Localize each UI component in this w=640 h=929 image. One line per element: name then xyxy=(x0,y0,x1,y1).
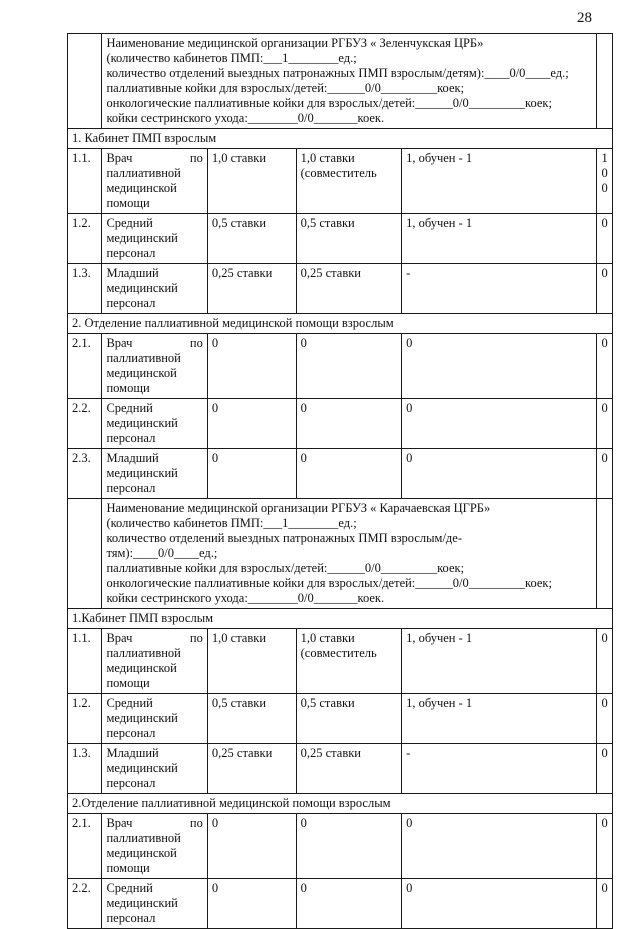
table-row xyxy=(68,694,613,744)
staff-count-cell: 0 xyxy=(402,814,597,879)
table-row xyxy=(68,334,613,399)
staffed-rate-cell: 0 xyxy=(296,879,401,929)
table-row xyxy=(68,744,613,794)
table-row xyxy=(68,449,613,499)
last-column-value: 0 xyxy=(601,631,608,645)
table-row xyxy=(68,814,613,879)
staff-count-cell: 1, обучен - 1 xyxy=(402,694,597,744)
table-row xyxy=(68,149,613,214)
org-line: онкологические паллиативные койки для взрослых/детей:______0/0_________коек; xyxy=(106,96,552,110)
org-line: тям):____0/0____ед.; xyxy=(106,546,218,560)
last-column-cell xyxy=(597,814,613,879)
staffed-rate-cell: 0,25 ставки xyxy=(296,264,401,314)
rate-cell: 0,25 ставки xyxy=(207,264,296,314)
staff-count-cell: 0 xyxy=(402,879,597,929)
position-name-cell: Младший медицинский персонал xyxy=(102,449,207,499)
last-column-value: 0 xyxy=(601,816,608,830)
last-column-cell xyxy=(597,744,613,794)
last-column-cell xyxy=(597,264,613,314)
position-name-cell: Врач по паллиативной медицинской помощи xyxy=(102,814,207,879)
table-row xyxy=(68,629,613,694)
rate-cell: 0 xyxy=(207,399,296,449)
org-line: (количество кабинетов ПМП:___1________ед.; xyxy=(106,516,357,530)
last-column-cell xyxy=(597,879,613,929)
table-row xyxy=(68,214,613,264)
section-row xyxy=(68,794,613,814)
staffed-rate-cell: 0 xyxy=(296,399,401,449)
last-column-cell xyxy=(597,399,613,449)
last-column-value: 0 xyxy=(601,166,608,180)
row-number-cell: 1.3. xyxy=(68,264,102,314)
staffing-table xyxy=(67,33,613,929)
staffed-rate-cell: 0 xyxy=(296,449,401,499)
row-number-cell: 2.2. xyxy=(68,399,102,449)
section-row xyxy=(68,314,613,334)
last-column-value: 0 xyxy=(601,881,608,895)
table-row xyxy=(68,399,613,449)
last-column-value: 0 xyxy=(601,696,608,710)
staff-count-cell: 1, обучен - 1 xyxy=(402,214,597,264)
staffed-rate-cell: 1,0 ставки (совместитель xyxy=(296,629,401,694)
org-line: паллиативные койки для взрослых/детей:______0/0_________коек; xyxy=(106,561,465,575)
row-number-cell: 2.3. xyxy=(68,449,102,499)
position-name-cell: Младший медицинский персонал xyxy=(102,264,207,314)
staffed-rate-cell: 1,0 ставки (совместитель xyxy=(296,149,401,214)
last-column-value: 1 xyxy=(601,151,608,165)
org-line: количество отделений выездных патронажных ПМП взрослым/де- xyxy=(106,531,463,545)
section-title: 1.Кабинет ПМП взрослым xyxy=(68,609,613,629)
org-line: паллиативные койки для взрослых/детей:______0/0_________коек; xyxy=(106,81,465,95)
rate-cell: 0,5 ставки xyxy=(207,694,296,744)
rate-cell: 0 xyxy=(207,879,296,929)
last-column-cell xyxy=(597,214,613,264)
staff-count-cell: 0 xyxy=(402,449,597,499)
last-column-value: 0 xyxy=(601,181,608,195)
table-row xyxy=(68,264,613,314)
position-name-cell: Средний медицинский персонал xyxy=(102,214,207,264)
row-number-cell: 1.3. xyxy=(68,744,102,794)
row-number-cell: 2.1. xyxy=(68,814,102,879)
row-number-cell: 1.2. xyxy=(68,214,102,264)
org-line: (количество кабинетов ПМП:___1________ед.; xyxy=(106,51,357,65)
position-name-cell: Средний медицинский персонал xyxy=(102,399,207,449)
rate-cell: 0 xyxy=(207,449,296,499)
last-column-cell xyxy=(597,149,613,214)
staffing-table-body xyxy=(68,34,613,929)
position-name-cell: Средний медицинский персонал xyxy=(102,694,207,744)
rate-cell: 0 xyxy=(207,814,296,879)
org-description xyxy=(102,499,597,609)
row-number-cell: 1.1. xyxy=(68,629,102,694)
rate-cell: 0 xyxy=(207,334,296,399)
rate-cell: 0,25 ставки xyxy=(207,744,296,794)
row-number-cell: 1.2. xyxy=(68,694,102,744)
org-line: количество отделений выездных патронажных ПМП взрослым/детям):____0/0____ед.; xyxy=(106,66,569,80)
org-line: койки сестринского ухода:________0/0_______коек. xyxy=(106,111,385,125)
last-column-value: 0 xyxy=(601,746,608,760)
staff-count-cell: 1, обучен - 1 xyxy=(402,629,597,694)
org-line: Наименование медицинской организации РГБУЗ « Карачаевская ЦГРБ» xyxy=(106,501,491,515)
section-title: 2.Отделение паллиативной медицинской помощи взрослым xyxy=(68,794,613,814)
last-column-value: 0 xyxy=(601,216,608,230)
page-number: 28 xyxy=(577,10,592,26)
staffed-rate-cell: 0,25 ставки xyxy=(296,744,401,794)
row-number-cell: 2.1. xyxy=(68,334,102,399)
org-header-empty-cell xyxy=(68,499,102,609)
org-line: Наименование медицинской организации РГБУЗ « Зеленчукская ЦРБ» xyxy=(106,36,484,50)
last-column-cell xyxy=(597,694,613,744)
org-header-empty-cell xyxy=(68,34,102,129)
staff-count-cell: 0 xyxy=(402,334,597,399)
rate-cell: 1,0 ставки xyxy=(207,629,296,694)
org-header-right-cell xyxy=(597,499,613,609)
last-column-cell xyxy=(597,629,613,694)
org-header-right-cell xyxy=(597,34,613,129)
last-column-value: 0 xyxy=(601,336,608,350)
staffed-rate-cell: 0,5 ставки xyxy=(296,694,401,744)
last-column-cell xyxy=(597,449,613,499)
position-name-cell: Средний медицинский персонал xyxy=(102,879,207,929)
org-description xyxy=(102,34,597,129)
section-title: 1. Кабинет ПМП взрослым xyxy=(68,129,613,149)
position-name-cell: Младший медицинский персонал xyxy=(102,744,207,794)
staff-count-cell: - xyxy=(402,744,597,794)
last-column-value: 0 xyxy=(601,266,608,280)
position-name-cell: Врач по паллиативной медицинской помощи xyxy=(102,629,207,694)
table-row xyxy=(68,879,613,929)
last-column-value: 0 xyxy=(601,451,608,465)
staffed-rate-cell: 0 xyxy=(296,334,401,399)
rate-cell: 1,0 ставки xyxy=(207,149,296,214)
section-row xyxy=(68,609,613,629)
row-number-cell: 2.2. xyxy=(68,879,102,929)
staff-count-cell: - xyxy=(402,264,597,314)
last-column-cell xyxy=(597,334,613,399)
section-title: 2. Отделение паллиативной медицинской помощи взрослым xyxy=(68,314,613,334)
last-column-value: 0 xyxy=(601,401,608,415)
staffed-rate-cell: 0 xyxy=(296,814,401,879)
staffed-rate-cell: 0,5 ставки xyxy=(296,214,401,264)
org-line: койки сестринского ухода:________0/0_______коек. xyxy=(106,591,385,605)
org-line: онкологические паллиативные койки для взрослых/детей:______0/0_________коек; xyxy=(106,576,552,590)
rate-cell: 0,5 ставки xyxy=(207,214,296,264)
position-name-cell: Врач по паллиативной медицинской помощи xyxy=(102,334,207,399)
section-row xyxy=(68,129,613,149)
staff-count-cell: 1, обучен - 1 xyxy=(402,149,597,214)
org-header-row xyxy=(68,499,613,609)
row-number-cell: 1.1. xyxy=(68,149,102,214)
staff-count-cell: 0 xyxy=(402,399,597,449)
org-header-row xyxy=(68,34,613,129)
position-name-cell: Врач по паллиативной медицинской помощи xyxy=(102,149,207,214)
